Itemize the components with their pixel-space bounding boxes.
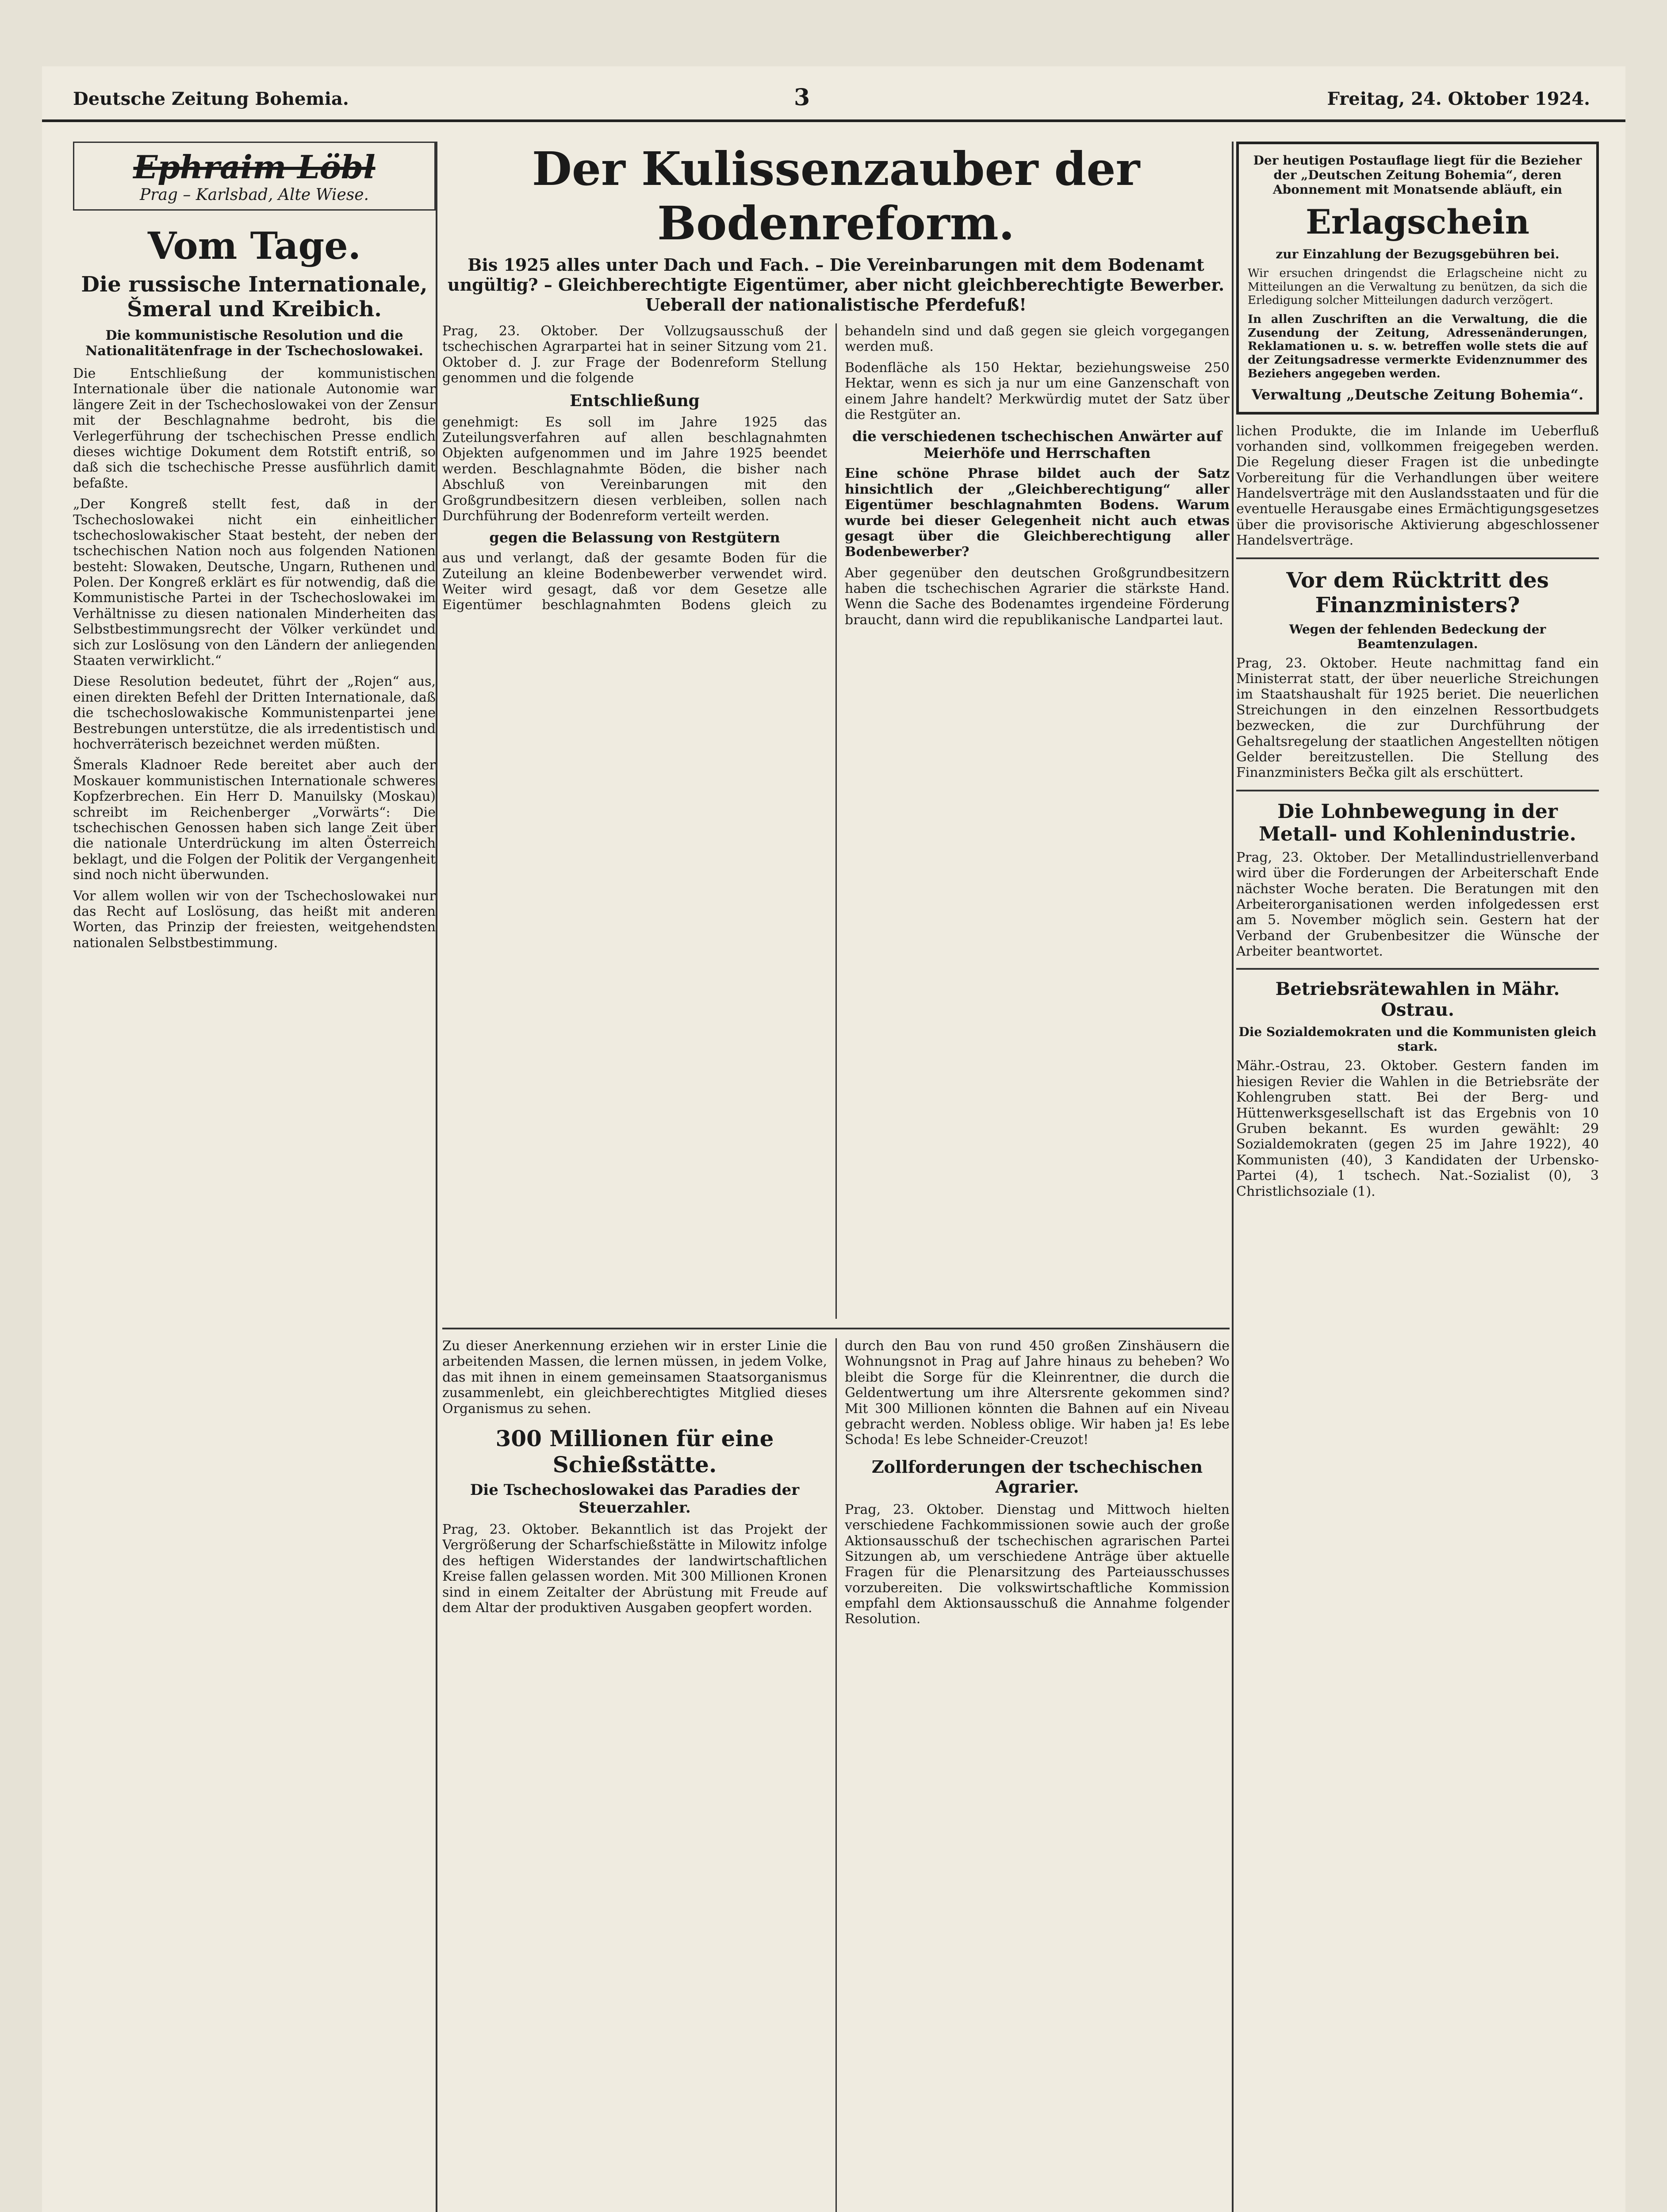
notice-signature: Verwaltung „Deutsche Zeitung Bohemia“.	[1251, 386, 1584, 403]
subheadline-betriebsraete: Die Sozialdemokraten und die Kommunisten gleich stark.	[1238, 1025, 1597, 1054]
notice-text: Wir ersuchen dringendst die Erlagscheine nicht zu Mitteilungen an die Verwaltung zu benützen, da sich die Erledigung solcher Mitteilungen dadurch verzögert.	[1248, 267, 1587, 307]
article-headline: Die russische Internationale, Šmeral und Kreibich.	[81, 272, 428, 322]
paragraph: Prag, 23. Oktober. Bekanntlich ist das Projekt der Vergrößerung der Scharfschießstätte in Milowitz infolge des heftigen Widerstandes der landwirtschaftlichen Kreise fallen gelassen worden. Mit 300 Millionen Kronen sind in einem Zeitalter der Abrüstung mit Freude auf dem Altar der produktiven Ausgaben geopfert worden.	[442, 1521, 827, 1616]
section-title: Vom Tage.	[148, 224, 361, 268]
paragraph: „Der Kongreß stellt fest, daß in der Tschechoslowakei nicht ein einheitlicher tschechoslowakischer Staat besteht, der neben der tschechischen Nation noch aus folgenden Nationen besteht: Slowaken, Deutsche, Ungarn, Ruthenen und Polen. Der Kongreß erklärt es für notwendig, daß die Kommunistische Partei in der Tschechoslowakei im Verhältnisse zu diesen nationalen Minderheiten das Selbstbestimmungsrecht der Völker verkündet und sich zur Loslösung von den Ländern der anliegenden Staaten verwirklicht.“	[73, 496, 436, 669]
advert-title: Ephraim Löbl	[133, 148, 376, 186]
lead-deck: Bis 1925 alles unter Dach und Fach. – Die Vereinbarungen mit dem Bodenamt ungültig? – Gleichberechtigte Eigentümer, aber nicht gleichberechtigte Bewerber. Ueberall der nationalistische Pferdefuß!	[447, 255, 1225, 315]
subheadline-ruecktritt: Wegen der fehlenden Bedeckung der Beamtenzulagen.	[1289, 622, 1546, 651]
notice-box	[1236, 142, 1599, 415]
headline-schiessstaette: 300 Millionen für eine Schießstätte.	[495, 1425, 774, 1478]
divider	[1236, 790, 1599, 791]
masthead-left: Deutsche Zeitung Bohemia.	[73, 88, 349, 109]
notice-intro: Der heutigen Postauflage liegt für die Bezieher der „Deutschen Zeitung Bohemia“, deren Abonnement mit Monatsende abläuft, ein	[1253, 153, 1582, 197]
headline-ruecktritt: Vor dem Rücktritt des Finanzministers?	[1286, 568, 1549, 618]
paragraph: aus und verlangt, daß der gesamte Boden für die Zuteilung an kleine Bodenbewerber verwendet wird. Weiter wird gesagt, daß vor dem Gesetze alle Eigentümer beschlagnahmten Bodens gleich zu behandeln sind und daß gegen sie gleich vorgegangen werden muß.	[442, 323, 1230, 613]
paragraph: Prag, 23. Oktober. Dienstag und Mittwoch hielten verschiedene Fachkommissionen sowie auch der große Aktionsausschuß der tschechischen agrarischen Partei Sitzungen ab, um verschiedene Anträge über aktuelle Fragen für die Plenarsitzung des Parteiausschusses vorzubereiten. Die volkswirtschaftliche Kommission empfahl dem Aktionsausschuß die Annahme folgender Resolution.	[845, 1502, 1230, 1627]
article-subheadline: Die kommunistische Resolution und die Nationalitätenfrage in der Tschechoslowakei.	[85, 328, 423, 359]
divider	[1236, 557, 1599, 559]
page-header	[42, 84, 1625, 122]
paragraph: Prag, 23. Oktober. Der Vollzugsausschuß der tschechischen Agrarpartei hat in seiner Sitzung vom 21. Oktober d. J. zur Frage der Bodenreform Stellung genommen und die folgende	[442, 323, 827, 386]
paragraph: Vor allem wollen wir von der Tschechoslowakei nur das Recht auf Loslösung, das heißt mit anderen Worten, das Prinzip der freiesten, weitgehendsten nationalen Selbstbestimmung.	[73, 888, 436, 951]
column-rule	[1232, 142, 1234, 2212]
notice-subtitle: zur Einzahlung der Bezugsgebühren bei.	[1276, 247, 1560, 262]
paragraph: durch den Bau von rund 450 großen Zinshäusern die Wohnungsnot in Prag auf Jahre hinaus zu beheben? Wo bleibt die Sorge für die Kleinrentner, die durch die Geldentwertung um ihre Altersrente gekommen sind? Mit 300 Millionen könnten die Bahnen auf ein Niveau gebracht werden. Nobless oblige. Wir haben ja! Es lebe Schoda! Es lebe Schneider-Creuzot!	[845, 1338, 1230, 1448]
left-column	[73, 142, 436, 2212]
paragraph: Prag, 23. Oktober. Der Metallindustriellenverband wird über die Forderungen der Arbeiterschaft Ende nächster Woche beraten. Die Beratungen mit den Arbeiterorganisationen werden infolgedessen erst am 5. November möglich sein. Gestern hat der Verband der Grubenbesitzer die Wünsche der Arbeiter beantwortet.	[1236, 849, 1599, 960]
paragraph: Mähr.-Ostrau, 23. Oktober. Gestern fanden im hiesigen Revier die Wahlen in die Betriebsräte der Kohlengruben statt. Bei der Berg- und Hüttenwerksgesellschaft ist das Ergebnis von 10 Gruben bekannt. Es wurden gewählt: 29 Sozialdemokraten (gegen 25 im Jahre 1922), 40 Kommunisten (40), 3 Kandidaten der Urbensko-Partei (4), 1 tschech. Nat.-Sozialist (0), 3 Christlichsoziale (1).	[1236, 1058, 1599, 1199]
paragraph: Zu dieser Anerkennung erziehen wir in erster Linie die arbeitenden Massen, die lernen müssen, in jedem Volke, das mit ihnen in einem gemeinsamen Staatsorganismus zusammenlebt, ein gleichberechtigtes Mitglied dieses Organismus zu sehen.	[442, 1338, 827, 1417]
subhead: gegen die Belassung von Restgütern	[489, 529, 780, 546]
paragraph: genehmigt: Es soll im Jahre 1925 das Zuteilungsverfahren auf allen beschlagnahmten Objekten aufgenommen und im Jahre 1925 beendet werden. Beschlagnahmte Böden, die bisher nach Abschluß von Vereinbarungen mit den Großgrundbesitzern diesen verbleiben, sollen nach Durchführung der Bodenreform verteilt werden.	[442, 414, 827, 524]
paragraph: Bodenfläche als 150 Hektar, beziehungsweise 250 Hektar, wenn es sich ja nur um eine Ganzenschaft von einem Jahre handelt? Merkwürdig mutet der Satz über die Restgüter an.	[845, 360, 1230, 422]
issue-date: Freitag, 24. Oktober 1924.	[1327, 88, 1590, 109]
notice-text: In allen Zuschriften an die Verwaltung, die die Zusendung der Zeitung, Adressenänderungen, Reklamationen u. s. w. betreffen wolle stets die auf der Zeitungsadresse vermerkte Evidenznummer des Beziehers angegeben werden.	[1248, 313, 1587, 380]
advert-address: Prag – Karlsbad, Alte Wiese.	[140, 186, 369, 204]
column-rule	[436, 142, 437, 2212]
paragraph: Šmerals Kladnoer Rede bereitet aber auch der Moskauer kommunistischen Internationale schweres Kopfzerbrechen. Ein Herr D. Manuilsky (Moskau) schreibt im Reichenberger „Vorwärts“: Die tschechischen Genossen haben sich lange Zeit über die nationale Unterdrückung im alten Österreich beklagt, und die Folgen der Politik der Vergangenheit sind noch nicht überwunden.	[73, 757, 436, 883]
center-column	[442, 142, 1230, 2212]
page-number: 3	[794, 84, 810, 111]
headline-lohnbewegung: Die Lohnbewegung in der Metall- und Kohlenindustrie.	[1259, 800, 1576, 845]
notice-title: Erlagschein	[1305, 202, 1530, 242]
headline-betriebsraete: Betriebsrätewahlen in Mähr. Ostrau.	[1275, 979, 1560, 1021]
paragraph: Diese Resolution bedeutet, führt der „Rojen“ aus, einen direkten Befehl der Dritten Internationale, daß die tschechoslowakische Kommunistenpartei jene Bestrebungen unterstütze, die als irredentistisch und hochverräterisch bezeichnet werden müßten.	[73, 674, 436, 752]
newspaper-page	[42, 66, 1625, 2212]
lead-article-body	[442, 323, 1230, 1319]
divider	[1236, 968, 1599, 970]
divider	[442, 1328, 1230, 1329]
paragraph: lichen Produkte, die im Inlande im Ueberfluß vorhanden sind, vollkommen freigegeben werden. Die Regelung dieser Fragen ist die unbedingte Vorbereitung für die Verhandlungen über weitere Handelsverträge mit den Auslandsstaaten und für die eventuelle Herausgabe eines Ermächtigungsgesetzes über die provisorische Aktivierung abgeschlossener Handelsverträge.	[1236, 423, 1599, 549]
subheadline-schiessstaette: Die Tschechoslowakei das Paradies der Steuerzahler.	[470, 1481, 800, 1517]
lower-articles	[442, 1338, 1230, 2212]
subhead: Entschließung	[570, 391, 700, 410]
subhead: die verschiedenen tschechischen Anwärter auf Meierhöfe und Herrschaften	[852, 428, 1222, 462]
paragraph: Prag, 23. Oktober. Heute nachmittag fand ein Ministerrat statt, der über neuerliche Streichungen im Staatshaushalt für 1925 beriet. Die neuerlichen Streichungen in den einzelnen Ressortbudgets bezwecken, die zur Durchführung der Gehaltsregelung der staatlichen Angestellten nötigen Gelder bereitzustellen. Die Stellung des Finanzministers Bečka gilt als erschüttert.	[1236, 655, 1599, 781]
headline-zoll: Zollforderungen der tschechischen Agrarier.	[871, 1456, 1203, 1497]
lead-headline: Der Kulissenzauber der Bodenreform.	[532, 142, 1140, 250]
right-column	[1236, 142, 1599, 2212]
paragraph: Aber gegenüber den deutschen Großgrundbesitzern haben die tschechischen Agrarier die stärkste Hand. Wenn die Sache des Bodenamtes irgendeine Förderung braucht, dann wird die republikanische Landpartei laut.	[845, 565, 1230, 628]
paragraph: Die Entschließung der kommunistischen Internationale über die nationale Autonomie war längere Zeit in der Tschechoslowakei von der Zensur mit der Beschlagnahme bedroht, bis die Verlegerführung der tschechischen Presse endlich dieses wichtige Dokument dem Rotstift entriß, so daß sich die tschechische Presse ausführlich damit befaßte.	[73, 366, 436, 491]
advert-loebl	[73, 142, 436, 211]
paragraph: Eine schöne Phrase bildet auch der Satz hinsichtlich der „Gleichberechtigung“ aller Eigentümer beschlagnahmten Bodens. Warum wurde bei dieser Gelegenheit nicht auch etwas gesagt über die Gleichberechtigung aller Bodenbewerber?	[845, 466, 1230, 560]
